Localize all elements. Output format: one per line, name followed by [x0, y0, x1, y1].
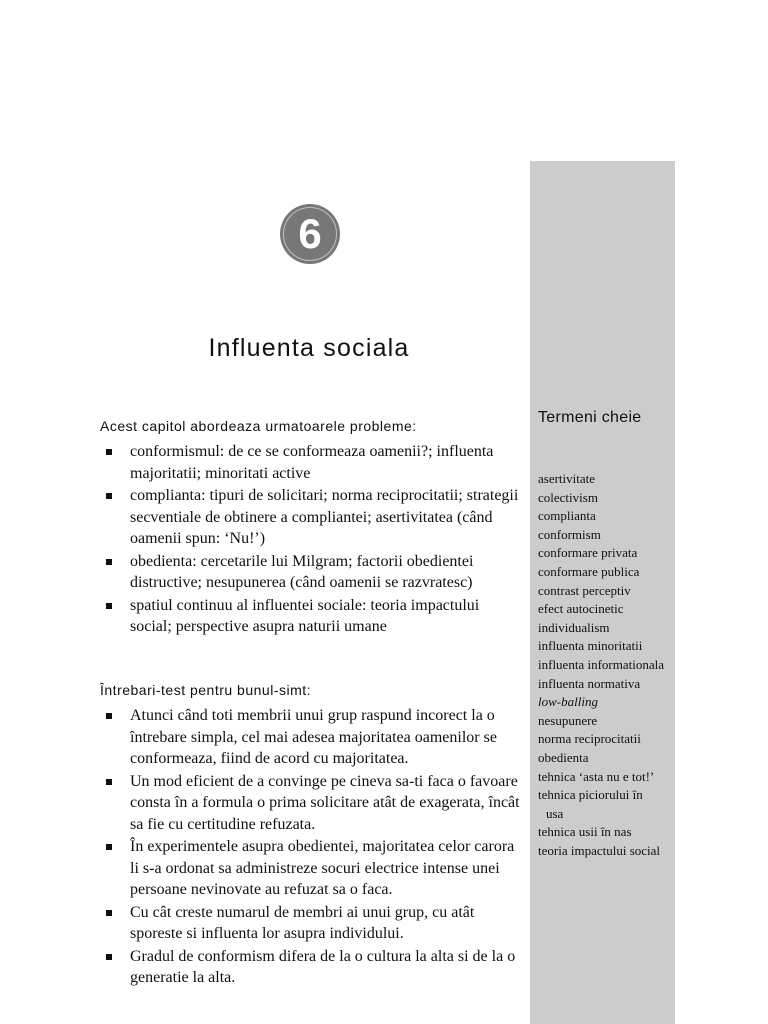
key-term: nesupunere [538, 712, 598, 728]
chapter-number: 6 [298, 210, 322, 257]
bullet-square-icon [106, 713, 112, 719]
key-term: tehnica usii în nas [538, 824, 632, 840]
key-term: tehnica piciorului în [538, 787, 643, 803]
key-term: influenta normativa [538, 675, 641, 691]
bullet-square-icon [106, 779, 112, 785]
list-item-text: În experimentele asupra obedientei, majoritatea celor carora li s-a ordonat sa administreze socuri electrice intense unei persoane nevinovate au refuzat sa o faca. [130, 838, 515, 898]
list-item [103, 771, 523, 836]
list-item-text: Cu cât creste numarul de membri ai unui grup, cu atât sporeste si influenta lor asupra individului. [130, 903, 475, 942]
list-item-text: obedienta: cercetarile lui Milgram; factorii obedientei distructive; nesupunerea (când oamenii se razvratesc) [130, 552, 474, 591]
key-term: tehnica ‘asta nu e tot!’ [538, 768, 655, 784]
bullet-square-icon [106, 559, 112, 565]
key-term: conformism [538, 526, 601, 542]
list-item-text: Atunci când toti membrii unui grup raspund incorect la o întrebare simpla, cel mai adesea majoritatea oamenilor se conformeaza, fiind de acord cu majoritatea. [130, 707, 497, 767]
list-item [103, 836, 523, 901]
problems-list [103, 441, 523, 639]
bullet-square-icon [106, 603, 112, 609]
key-term: usa [546, 805, 564, 821]
bullet-square-icon [106, 844, 112, 850]
key-term: efect autocinetic [538, 601, 624, 617]
key-term: conformare publica [538, 563, 640, 579]
chapter-number-badge [280, 204, 340, 264]
key-terms-sidebar [530, 161, 675, 1024]
key-terms-title: Termeni cheie [538, 409, 642, 426]
chapter-title: Influenta sociala [208, 334, 410, 362]
key-term: contrast perceptiv [538, 582, 631, 598]
key-term: complianta [538, 508, 596, 524]
list-item [103, 705, 523, 770]
bullet-square-icon [106, 449, 112, 455]
key-term: obedienta [538, 749, 589, 765]
problems-heading: Acest capitol abordeaza urmatoarele probleme: [100, 418, 417, 434]
list-item-text: Un mod eficient de a convinge pe cineva sa-ti faca o favoare consta în a formula o prima solicitare atât de exagerata, încât sa fie cu certitudine refuzata. [130, 772, 520, 833]
list-item-text: spatiul continuu al influentei sociale: teoria impactului social; perspective asupra naturii umane [130, 596, 480, 635]
key-term: individualism [538, 619, 610, 635]
test-list [103, 705, 523, 990]
key-term: low-balling [538, 694, 598, 710]
bullet-square-icon [106, 910, 112, 916]
key-term: influenta minoritatii [538, 638, 643, 654]
key-term: influenta informationala [538, 656, 664, 672]
key-term: asertivitate [538, 471, 596, 486]
list-item [103, 551, 523, 594]
list-item [103, 441, 523, 484]
bullet-square-icon [106, 493, 112, 499]
list-item-text: conformismul: de ce se conformeaza oamenii?; influenta majoritatii; minoritati active [130, 443, 494, 482]
list-item [103, 902, 523, 945]
list-item [103, 485, 523, 550]
list-item [103, 595, 523, 638]
key-terms-list [538, 470, 664, 860]
key-term: norma reciprocitatii [538, 731, 641, 747]
list-item-text: complianta: tipuri de solicitari; norma reciprocitatii; strategii secventiale de obtinere a compliantei; asertivitatea (când oamenii spun: ‘Nu!’) [130, 487, 519, 547]
key-term: colectivism [538, 489, 598, 505]
list-item [103, 946, 523, 989]
bullet-square-icon [106, 954, 112, 960]
test-heading: Întrebari-test pentru bunul-simt: [100, 682, 312, 698]
key-term: conformare privata [538, 545, 638, 561]
key-term: teoria impactului social [538, 842, 661, 858]
list-item-text: Gradul de conformism difera de la o cultura la alta si de la o generatie la alta. [130, 947, 516, 986]
